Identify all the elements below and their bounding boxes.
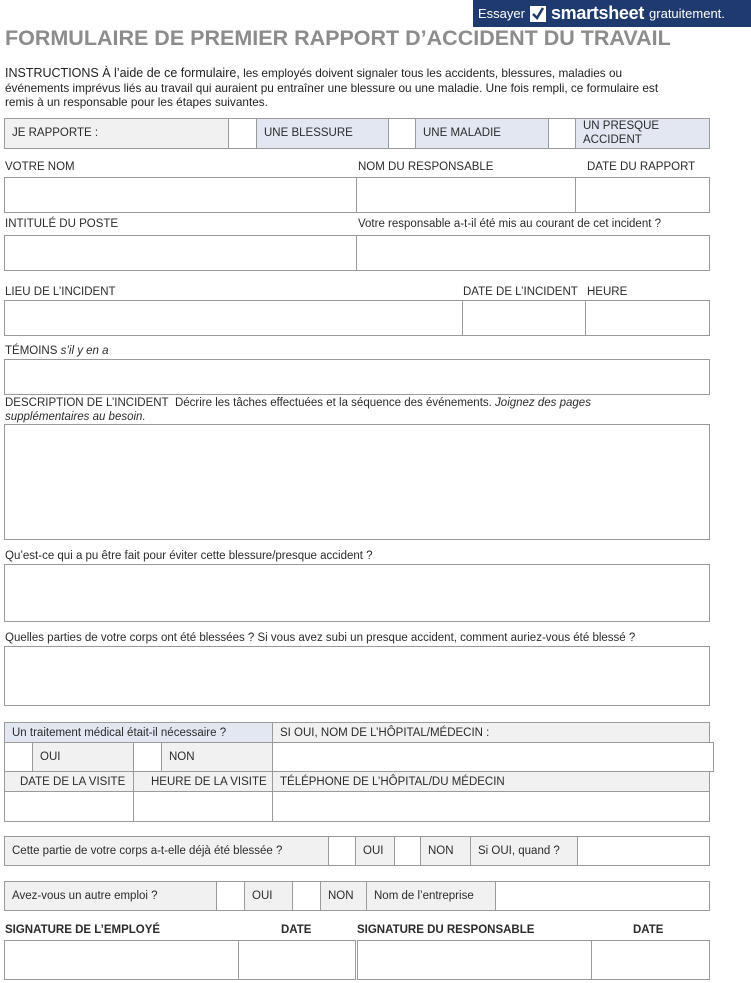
injury-checkbox[interactable] <box>228 118 257 149</box>
prior-no-label: NON <box>428 845 454 857</box>
phone-label: TÉLÉPHONE DE L’HÔPITAL/DU MÉDECIN <box>280 775 505 788</box>
witnesses-label <box>5 345 109 357</box>
prevention-label: Qu’est-ce qui a pu être fait pour éviter cette blessure/presque accident ? <box>5 550 373 562</box>
medical-yes-cell <box>32 742 134 772</box>
description-field[interactable] <box>4 424 710 540</box>
medical-yes-label: OUI <box>40 751 61 763</box>
location-label: LIEU DE L’INCIDENT <box>5 286 116 298</box>
witnesses-title: TÉMOINS <box>5 345 58 357</box>
medical-needed-label: Un traitement médical était-il nécessaire ? <box>12 726 227 739</box>
witnesses-field[interactable] <box>4 359 710 395</box>
manager-informed-field[interactable] <box>356 235 710 271</box>
visit-date-label: DATE DE LA VISITE <box>20 775 126 788</box>
near-miss-label-1: UN PRESQUE <box>583 120 660 132</box>
your-name-label: VOTRE NOM <box>5 161 75 173</box>
other-job-label: Avez-vous un autre emploi ? <box>12 890 158 902</box>
prior-yes-label: OUI <box>363 845 384 857</box>
prior-yes-checkbox[interactable] <box>328 836 356 866</box>
time-label: HEURE <box>587 286 628 298</box>
other-job-no-checkbox[interactable] <box>292 881 321 911</box>
hospital-name-label: SI OUI, NOM DE L’HÔPITAL/MÉDECIN : <box>280 726 490 739</box>
employee-signature-field[interactable] <box>4 940 239 980</box>
description-title: DESCRIPTION DE L’INCIDENT <box>5 397 169 409</box>
other-job-cell <box>4 881 217 911</box>
prior-when-cell <box>470 836 578 866</box>
instructions <box>5 66 725 110</box>
employee-date-field[interactable] <box>238 940 356 980</box>
checkmark-logo-icon <box>530 6 546 22</box>
other-job-no-cell <box>320 881 367 911</box>
other-job-no-label: NON <box>328 890 354 902</box>
prior-no-cell <box>420 836 471 866</box>
job-title-label: INTITULÉ DU POSTE <box>5 218 119 230</box>
phone-field[interactable] <box>272 791 710 822</box>
medical-no-checkbox[interactable] <box>133 742 162 772</box>
other-job-yes-checkbox[interactable] <box>216 881 245 911</box>
incident-date-field[interactable] <box>462 300 586 336</box>
visit-time-field[interactable] <box>133 791 273 822</box>
instructions-body-1: les employés doivent signaler tous les accidents, blessures, maladies ou <box>243 66 623 80</box>
illness-checkbox[interactable] <box>388 118 416 149</box>
visit-time-label: HEURE DE LA VISITE <box>151 775 267 788</box>
other-job-yes-label: OUI <box>252 890 273 902</box>
report-date-label: DATE DU RAPPORT <box>587 161 696 173</box>
banner-brand: smartsheet <box>550 3 645 23</box>
company-name-cell <box>366 881 496 911</box>
your-name-field[interactable] <box>4 177 357 213</box>
description-label <box>5 397 591 409</box>
instructions-body-3: remis à un responsable pour les étapes suivantes. <box>5 95 268 109</box>
report-label: JE RAPPORTE : <box>12 127 99 139</box>
prior-injury-label: Cette partie de votre corps a-t-elle déjà été blessée ? <box>12 845 283 857</box>
page-title: FORMULAIRE DE PREMIER RAPPORT D’ACCIDENT DU TRAVAIL <box>5 26 671 50</box>
witnesses-note: s’il y en a <box>60 345 109 357</box>
prior-when-field[interactable] <box>577 836 710 866</box>
prevention-field[interactable] <box>4 564 710 622</box>
banner-free: gratuitement. <box>649 6 725 21</box>
phone-cell <box>272 771 710 792</box>
manager-name-label: NOM DU RESPONSABLE <box>358 161 494 173</box>
medical-yes-checkbox[interactable] <box>4 742 33 772</box>
manager-name-field[interactable] <box>356 177 576 213</box>
company-name-field[interactable] <box>495 881 710 911</box>
manager-informed-label: Votre responsable a-t-il été mis au courant de cet incident ? <box>358 218 662 230</box>
visit-date-cell <box>4 771 134 792</box>
prior-injury-cell <box>4 836 329 866</box>
near-miss-label-2: ACCIDENT <box>583 134 642 146</box>
description-note: Décrire les tâches effectuées et la séquence des événements. <box>174 397 492 409</box>
prior-no-checkbox[interactable] <box>394 836 421 866</box>
instructions-lead: INSTRUCTIONS À l’aide de ce formulaire, <box>5 66 240 80</box>
instructions-body-2: événements imprévus liés au travail qui auraient pu entraîner une blessure ou une maladie. Une fois rempli, ce formulaire est <box>5 80 659 95</box>
time-field[interactable] <box>585 300 710 336</box>
prior-when-label: Si OUI, quand ? <box>478 845 560 857</box>
other-job-yes-cell <box>244 881 293 911</box>
medical-needed-cell <box>4 722 273 743</box>
manager-signature-label: SIGNATURE DU RESPONSABLE <box>357 924 535 936</box>
manager-signature-field[interactable] <box>357 940 592 980</box>
manager-date-field[interactable] <box>591 940 710 980</box>
injury-label: UNE BLESSURE <box>264 127 353 139</box>
medical-no-cell <box>161 742 273 772</box>
description-italic-1: Joignez des pages <box>495 397 591 409</box>
hospital-name-field[interactable] <box>272 742 714 772</box>
employee-date-label: DATE <box>281 924 312 936</box>
banner-try: Essayer <box>478 6 525 21</box>
prior-yes-cell <box>355 836 395 866</box>
illness-label: UNE MALADIE <box>423 127 501 139</box>
job-title-field[interactable] <box>4 235 357 271</box>
body-parts-label: Quelles parties de votre corps ont été blessées ? Si vous avez subi un presque accident, comment auriez-vous été blessé ? <box>5 632 636 644</box>
smartsheet-banner[interactable] <box>473 0 751 27</box>
hospital-name-header <box>272 722 710 743</box>
company-name-label: Nom de l’entreprise <box>374 890 474 902</box>
medical-no-label: NON <box>169 751 195 763</box>
incident-date-label: DATE DE L’INCIDENT <box>463 286 578 298</box>
visit-date-field[interactable] <box>4 791 134 822</box>
visit-time-cell <box>133 771 273 792</box>
employee-signature-label: SIGNATURE DE L’EMPLOYÉ <box>5 924 161 936</box>
body-parts-field[interactable] <box>4 646 710 706</box>
manager-date-label: DATE <box>633 924 664 936</box>
description-italic-2: supplémentaires au besoin. <box>5 411 146 423</box>
near-miss-checkbox[interactable] <box>548 118 576 149</box>
location-field[interactable] <box>4 300 463 336</box>
report-date-field[interactable] <box>575 177 710 213</box>
